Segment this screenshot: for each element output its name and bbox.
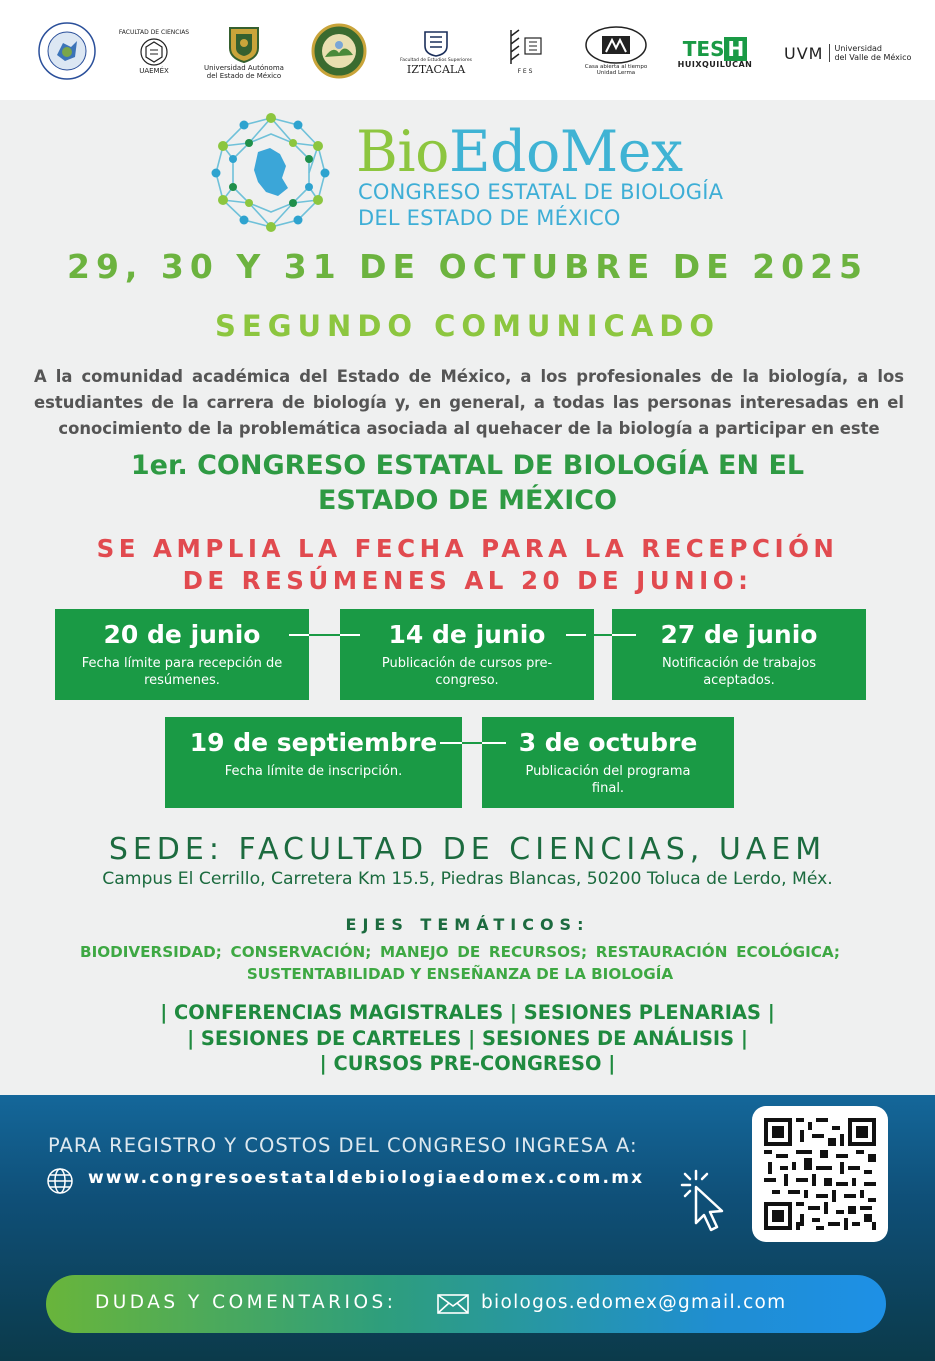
venue-heading: SEDE: FACULTAD DE CIENCIAS, UAEM	[108, 832, 827, 867]
brand-subtitle-2: DEL ESTADO DE MÉXICO	[358, 206, 621, 230]
network-mexico-logo	[210, 112, 332, 234]
bioedomex-brand	[210, 112, 740, 237]
round-seal-logo	[310, 22, 368, 80]
venue-address: Campus El Cerrillo, Carretera Km 15.5, Piedras Blancas, 50200 Toluca de Lerdo, Méx.	[102, 869, 833, 889]
brand-subtitle-1: CONGRESO ESTATAL DE BIOLOGÍA	[358, 180, 724, 204]
uaemex-caption-2: del Estado de México	[206, 72, 282, 80]
event-dates: 29, 30 Y 31 DE OCTUBRE DE 2025	[66, 247, 869, 286]
contact-email[interactable]: biologos.edomex@gmail.com	[481, 1292, 787, 1313]
uam-caption-1: Casa abierta al tiempo	[584, 64, 648, 70]
uvm-wordmark: UVM	[784, 43, 824, 63]
timeline-desc: Publicación de cursos pre-congreso.	[381, 656, 553, 688]
timeline-item	[612, 609, 866, 700]
themes-list: BIODIVERSIDAD; CONSERVACIÓN; MANEJO DE RECURSOS; RESTAURACIÓN ECOLÓGICA; SUSTENTABILIDAD Y ENSEÑANZA DE LA BIOLOGÍA	[80, 943, 840, 983]
fes-logo	[500, 22, 550, 78]
tesh-h: H	[724, 37, 747, 61]
website-link[interactable]: www.congresoestataldebiologiaedomex.com.mx	[88, 1168, 645, 1188]
timeline-date: 20 de junio	[103, 620, 261, 649]
session-line: | CURSOS PRE-CONGRESO |	[319, 1052, 616, 1075]
timeline-desc: Fecha límite para recepción de resúmenes.	[81, 656, 283, 688]
congress-title-2: ESTADO DE MÉXICO	[317, 485, 618, 516]
tesh-logo	[672, 34, 758, 72]
fciencias-caption: UAEMÉX	[139, 67, 169, 75]
timeline-desc: Notificación de trabajos aceptados.	[661, 656, 817, 688]
uvm-caption-1: Universidad	[834, 44, 883, 53]
congress-title-1: 1er. CONGRESO ESTATAL DE BIOLOGÍA EN EL	[130, 450, 805, 481]
comunicado-heading: SEGUNDO COMUNICADO	[215, 309, 720, 343]
timeline-connector	[612, 634, 636, 636]
timeline-date: 19 de septiembre	[189, 728, 438, 757]
intro-paragraph: A la comunidad académica del Estado de México, a los profesionales de la biología, a los estudiantes de la carrera de biología y, en general, a todas las personas interesadas en el conocimiento de la problemática asociada al quehacer de la biología a participar en este	[34, 367, 904, 438]
uam-caption-2: Unidad Lerma	[596, 70, 636, 76]
iztacala-logo	[400, 22, 472, 82]
brand-title	[356, 120, 683, 184]
deadline-extension-notice	[20, 533, 915, 597]
brand-title-bio: Bio	[356, 119, 449, 185]
timeline-connector	[594, 634, 612, 636]
session-line: | SESIONES DE CARTELES | SESIONES DE ANÁLISIS |	[187, 1026, 748, 1050]
registration-label: PARA REGISTRO Y COSTOS DEL CONGRESO INGRESA A:	[48, 1134, 638, 1157]
tesh-top: TES	[682, 36, 725, 61]
contact-label: DUDAS Y COMENTARIOS:	[95, 1292, 397, 1313]
facultad-ciencias-logo	[118, 22, 190, 82]
timeline-desc: Publicación del programa final.	[525, 764, 691, 796]
timeline-connector	[289, 634, 309, 636]
fciencias-caption-top: FACULTAD DE CIENCIAS	[118, 29, 190, 36]
timeline-connector	[309, 634, 340, 636]
timeline-item	[482, 717, 734, 808]
session-line: | CONFERENCIAS MAGISTRALES | SESIONES PLENARIAS |	[160, 1001, 775, 1024]
logos-bar	[0, 0, 935, 100]
congress-title	[40, 448, 895, 518]
timeline-connector	[440, 742, 462, 744]
timeline-item	[55, 609, 309, 700]
timeline-connector	[462, 742, 482, 744]
timeline-desc: Fecha límite de inscripción.	[224, 764, 403, 779]
qr-code[interactable]	[752, 1106, 888, 1242]
uam-lerma-logo	[582, 24, 650, 78]
amplia-line-2: DE RESÚMENES AL 20 DE JUNIO:	[182, 566, 753, 595]
uvm-caption-2: del Valle de México	[834, 53, 912, 62]
uaemex-logo	[196, 18, 292, 86]
timeline-item	[165, 717, 462, 808]
amplia-line-1: SE AMPLIA LA FECHA PARA LA RECEPCIÓN	[96, 534, 839, 563]
uvm-logo	[784, 38, 920, 68]
brand-title-edomex: EdoMex	[448, 119, 683, 185]
colegio-logo	[36, 20, 98, 82]
timeline-connector	[340, 634, 360, 636]
click-cursor-icon	[676, 1165, 734, 1239]
globe-icon	[46, 1167, 74, 1195]
mail-icon	[437, 1292, 469, 1316]
timeline-date: 14 de junio	[388, 620, 546, 649]
session-types	[0, 1000, 935, 1077]
iztacala-caption: IZTACALA	[406, 63, 466, 76]
fes-caption: F E S	[517, 68, 533, 75]
timeline-item	[340, 609, 594, 700]
timeline-date: 27 de junio	[660, 620, 818, 649]
iztacala-small: Facultad de Estudios Superiores	[400, 58, 472, 63]
timeline-connector	[566, 634, 586, 636]
themes-heading: EJES TEMÁTICOS:	[345, 915, 590, 934]
uaemex-caption-1: Universidad Autónoma	[204, 64, 284, 72]
tesh-bottom: HUIXQUILUCAN	[677, 59, 753, 69]
timeline-date: 3 de octubre	[518, 728, 698, 757]
timeline-connector	[482, 742, 506, 744]
